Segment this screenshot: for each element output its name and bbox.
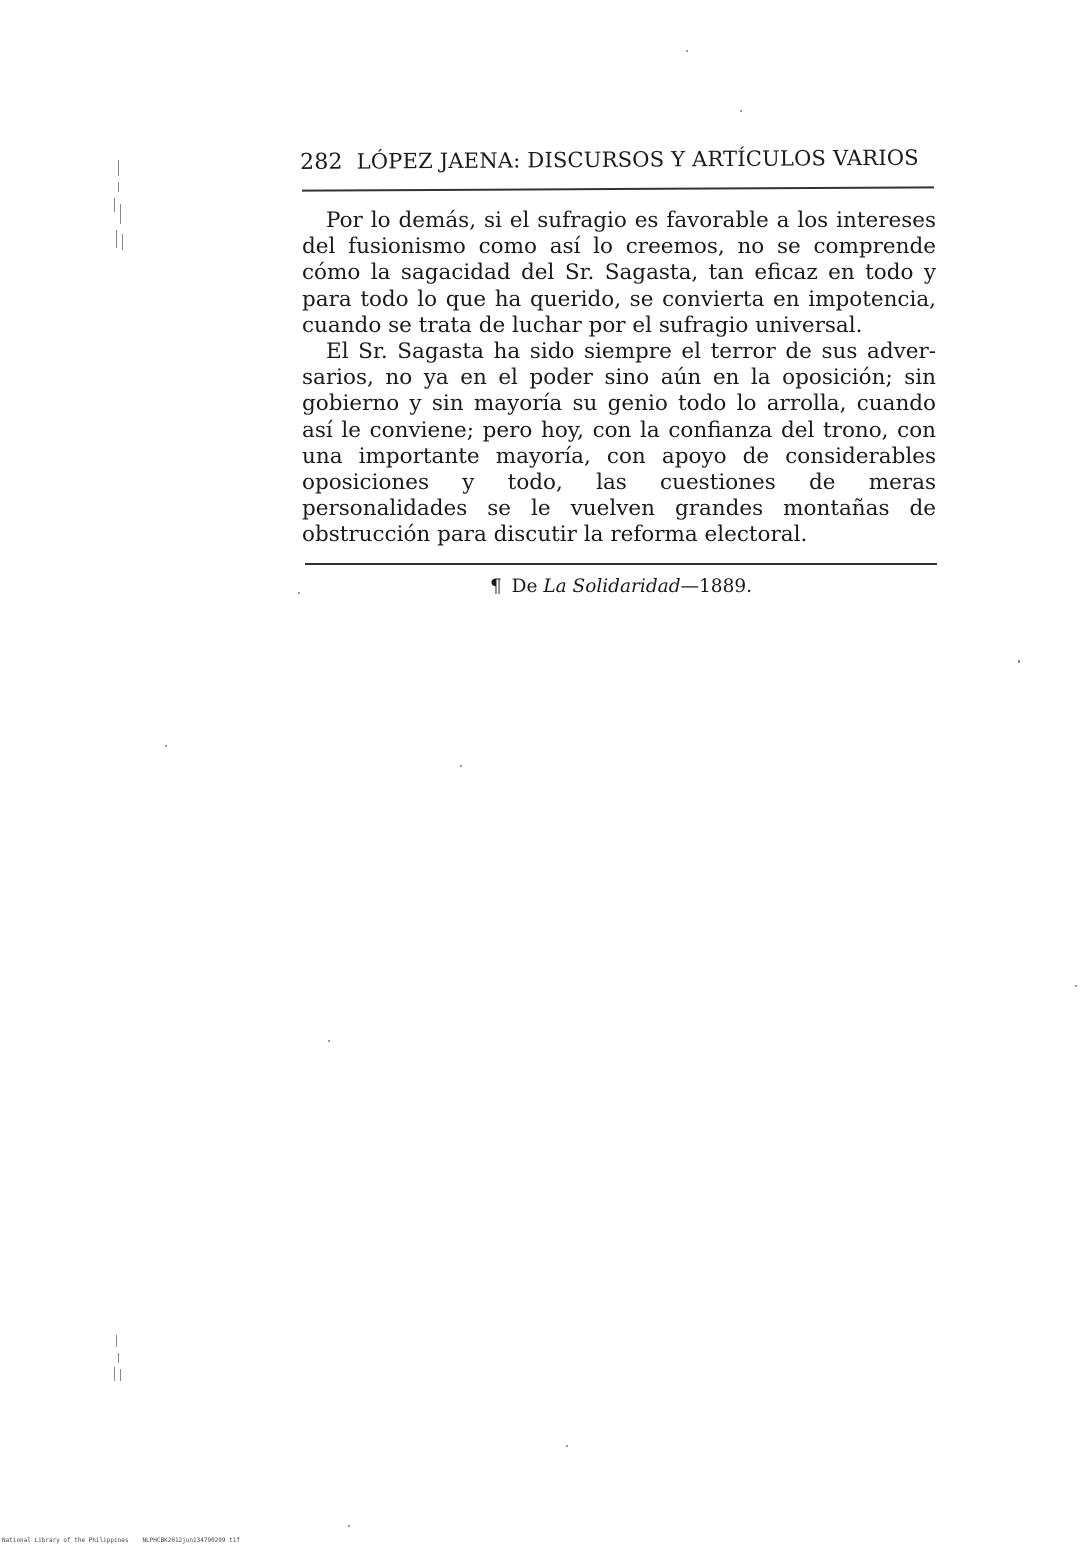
scan-footer: [2, 1537, 240, 1544]
scan-speck: [1018, 660, 1020, 663]
paragraph: El Sr. Sagasta ha sido siempre el terror de sus adversarios, no ya en el poder sino aún en la oposición; sin gobierno y sin mayoría su genio todo lo arrolla, cuando así le conviene; pero hoy, con la confianza del trono, con una importante mayoría, con apoyo de considerables oposiciones y todo, las cuestiones de meras personalidades se le vuelven grandes montañas de obstrucción para discutir la reforma electoral.: [302, 339, 936, 548]
scan-edge-marks-bottom: [110, 1335, 124, 1385]
end-rule: [305, 563, 937, 565]
running-title: LÓPEZ JAENA: DISCURSOS Y ARTÍCULOS VARIOS: [356, 145, 919, 174]
scan-speck: [328, 1040, 330, 1042]
running-header: [300, 146, 940, 175]
scan-speck: [566, 1445, 568, 1447]
scan-edge-marks-top: [110, 160, 124, 255]
scan-speck: [460, 765, 462, 767]
scan-speck: [348, 1525, 350, 1527]
article-body: [302, 208, 936, 549]
source-year: —1889.: [680, 576, 752, 597]
header-rule: [302, 186, 934, 191]
scan-speck: [740, 110, 742, 112]
footer-library: National Library of the Philippines: [2, 1537, 129, 1544]
page-number: 282: [300, 149, 343, 175]
scan-speck: [165, 745, 167, 747]
pilcrow-mark: ¶: [490, 576, 502, 597]
scan-speck: [298, 592, 300, 594]
footer-file-id: NLPHCBK2012jun134790299 tif: [142, 1537, 240, 1544]
scan-speck: [686, 50, 688, 52]
source-publication: La Solidaridad: [543, 576, 681, 597]
scan-speck: [1075, 985, 1077, 987]
source-prefix: De: [511, 576, 538, 597]
paragraph: Por lo demás, si el sufragio es favorable a los intereses del fusionismo como así lo creemos, no se comprende cómo la sagacidad del Sr. Sagasta, tan eficaz en todo y para todo lo que ha querido, se convierta en impotencia, cuando se trata de luchar por el sufragio universal.: [302, 208, 936, 338]
source-citation: [490, 576, 752, 597]
